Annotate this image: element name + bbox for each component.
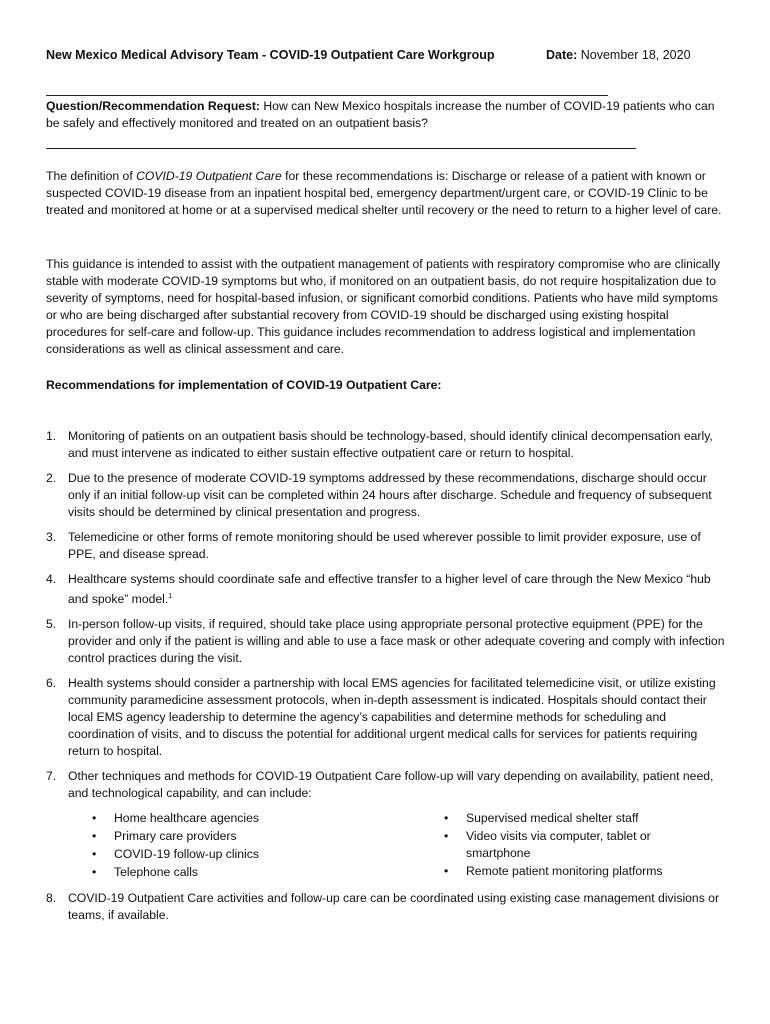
question-section: [46, 98, 726, 132]
footnote-marker: 1: [168, 593, 173, 600]
recommendation-number: 4.: [46, 572, 57, 586]
methods-columns: [68, 810, 726, 882]
definition-term: COVID-19 Outpatient Care: [136, 169, 282, 183]
top-divider: [46, 95, 608, 96]
recommendation-text: Healthcare systems should coordinate safe and effective transfer to a higher level of care through the New Mexico “hub and spoke” model.: [68, 572, 711, 607]
method-item: • Video visits via computer, tablet or smartphone: [444, 829, 651, 861]
method-item: • Telephone calls: [92, 865, 199, 880]
methods-list-left: [68, 810, 444, 882]
definition-paragraph: [46, 168, 726, 219]
recommendation-item: [46, 571, 726, 608]
recommendation-text: In-person follow-up visits, if required, should take place using appropriate personal protective equipment (PPE) for the provider and only if the patient is willing and able to use a face mask or other adequate covering and comply with infection control practices during the visit.: [68, 617, 725, 666]
bullet-icon: •: [444, 811, 449, 826]
method-item: • Primary care providers: [92, 829, 237, 844]
recommendation-number: 6.: [46, 676, 57, 691]
recommendation-number: 2.: [46, 471, 57, 485]
bullet-icon: •: [444, 829, 449, 844]
bullet-icon: •: [92, 847, 97, 862]
bullet-icon: •: [92, 829, 97, 844]
recommendation-item: [46, 768, 726, 882]
recommendations-list: [46, 428, 726, 932]
recommendation-item: [46, 428, 726, 462]
definition-prefix: The definition of: [46, 169, 137, 183]
recommendation-text: Monitoring of patients on an outpatient basis should be technology-based, should identify clinical decompensation early, and must intervene as indicated to either sustain effective outpatient care or return to hospital.: [68, 429, 713, 460]
recommendation-text: COVID-19 Outpatient Care activities and follow-up care can be coordinated using existing case management divisions or teams, if available.: [68, 891, 720, 923]
question-label: Question/Recommendation Request:: [46, 99, 260, 113]
method-item: • Supervised medical shelter staff: [444, 811, 639, 826]
method-item: • COVID-19 follow-up clinics: [92, 847, 259, 862]
definition-text: for these recommendations is: Discharge or release of a patient with known or suspected COVID-19 disease from an inpatient hospital bed, emergency department/urgent care, or COVID-19 Clinic to be treated and monitored at home or at a supervised medical shelter until recovery or the need to return to a higher level of care.: [46, 169, 722, 217]
recommendation-number: 7.: [46, 769, 57, 784]
date-value: November 18, 2020: [580, 48, 691, 62]
recommendation-text: Health systems should consider a partnership with local EMS agencies for facilitated telemedicine visit, or utilize existing community paramedicine assessment protocols, when in-depth assessment is indicated. Hospitals should contact their local EMS agency leadership to determine the agency’s capabilities and determine methods for scheduling and coordination of visits, and to discuss the potential for additional urgent medical calls for services for patients requiring return to hospital.: [68, 676, 716, 759]
date-field: [546, 48, 691, 62]
recommendation-number: 3.: [46, 530, 57, 544]
bullet-icon: •: [444, 864, 449, 879]
recommendation-number: 8.: [46, 891, 57, 906]
guidance-paragraph: This guidance is intended to assist with the outpatient management of patients with respiratory compromise who are clinically stable with moderate COVID-19 symptoms but who, if monitored on an outpatient basis, do not require hospitalization due to severity of symptoms, need for hospital-based infusion, or significant comorbid conditions. Patients who have mild symptoms or who are being discharged after substantial recovery from COVID-19 should be discharged using existing hospital procedures for self-care and follow-up. This guidance includes recommendation to address logistical and implementation considerations as well as clinical assessment and care.: [46, 257, 721, 356]
date-label: Date:: [546, 48, 578, 62]
methods-list-right: [444, 810, 684, 882]
recommendation-item: [46, 890, 726, 924]
recommendation-item: [46, 529, 726, 563]
bottom-divider: [46, 148, 636, 149]
recommendations-heading: Recommendations for implementation of COVID-19 Outpatient Care:: [46, 378, 442, 392]
recommendation-text: Other techniques and methods for COVID-19 Outpatient Care follow-up will vary depending on availability, patient need, and technological capability, and can include:: [68, 769, 714, 801]
question-text: How can New Mexico hospitals increase the number of COVID-19 patients who can be safely and effectively monitored and treated on an outpatient basis?: [46, 99, 715, 130]
recommendation-item: [46, 675, 726, 760]
bullet-icon: •: [92, 865, 97, 880]
method-item: • Remote patient monitoring platforms: [444, 864, 663, 879]
method-item: • Home healthcare agencies: [92, 811, 259, 826]
recommendation-item: [46, 616, 726, 667]
recommendation-text: Telemedicine or other forms of remote monitoring should be used wherever possible to limit provider exposure, use of PPE, and disease spread.: [68, 530, 701, 561]
recommendation-number: 1.: [46, 429, 57, 443]
recommendation-number: 5.: [46, 617, 57, 632]
bullet-icon: •: [92, 811, 97, 826]
document-title: New Mexico Medical Advisory Team - COVID-19 Outpatient Care Workgroup: [46, 48, 495, 62]
recommendation-text: Due to the presence of moderate COVID-19 symptoms addressed by these recommendations, discharge should occur only if an initial follow-up visit can be completed within 24 hours after discharge. Schedule and frequency of subsequent visits should be determined by clinical presentation and progress.: [68, 471, 712, 519]
document-header: [46, 48, 726, 62]
recommendation-item: [46, 470, 726, 521]
